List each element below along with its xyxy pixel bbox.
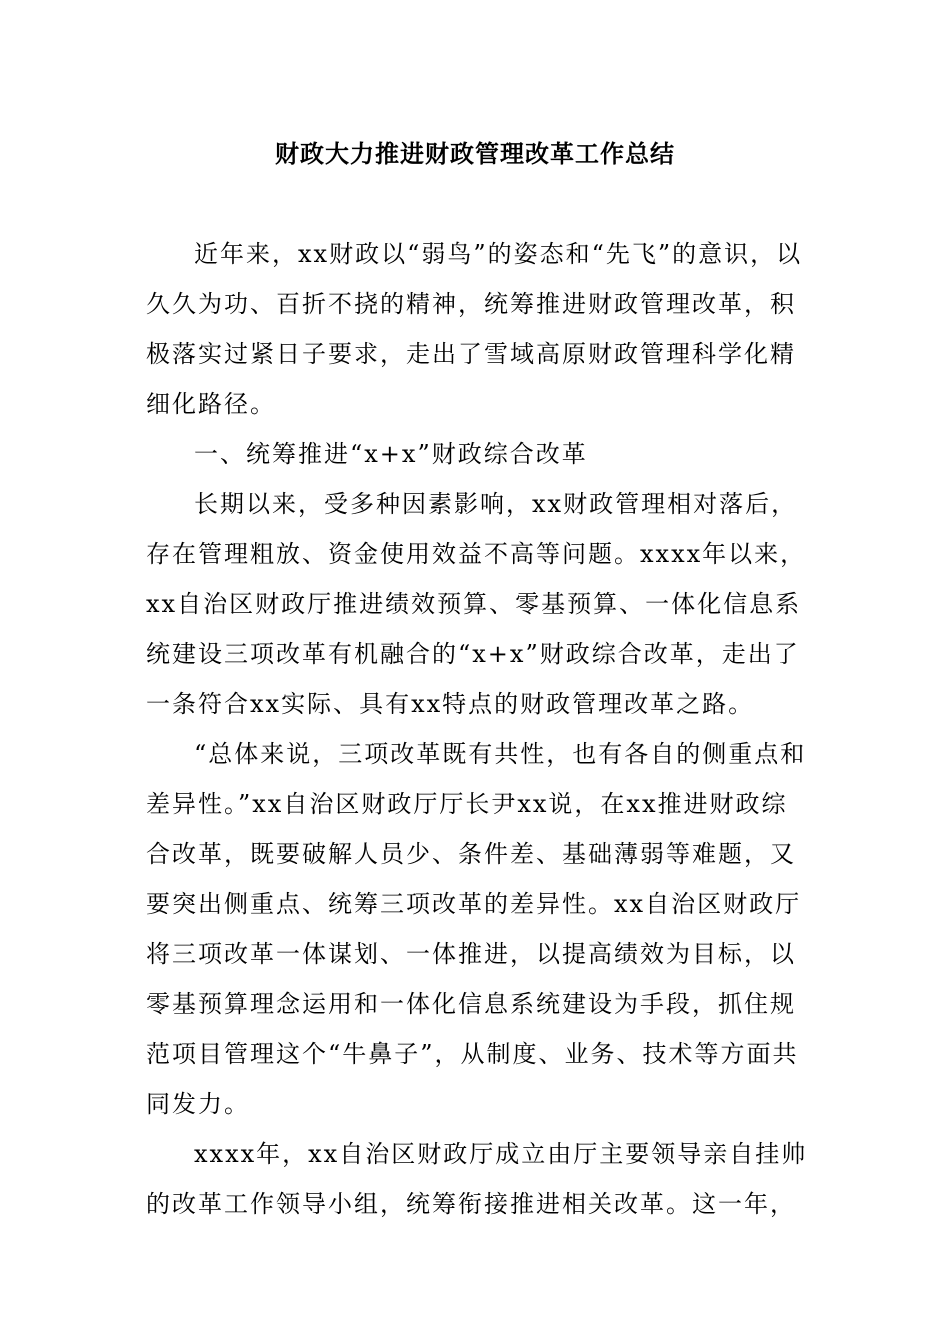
paragraph-quote: “总体来说，三项改革既有共性，也有各自的侧重点和差异性。”xx自治区财政厅厅长尹xx说，在xx推进财政综合改革，既要破解人员少、条件差、基础薄弱等难题，又要突出侧重点、统筹三项改革的差异性。xx自治区财政厅将三项改革一体谋划、一体推进，以提高绩效为目标，以零基预算理念运用和一体化信息系统建设为手段，抓住规范项目管理这个“牛鼻子”，从制度、业务、技术等方面共同发力。 (146, 740, 807, 1118)
document-body (146, 229, 808, 1229)
paragraph-intro: 近年来，xx财政以“弱鸟”的姿态和“先飞”的意识，以久久为功、百折不挠的精神，统筹推进财政管理改革，积极落实过紧日子要求，走出了雪域高原财政管理科学化精细化路径。 (146, 240, 803, 418)
paragraph-background: 长期以来，受多种因素影响，xx财政管理相对落后，存在管理粗放、资金使用效益不高等问题。xxxx年以来，xx自治区财政厅推进绩效预算、零基预算、一体化信息系统建设三项改革有机融合的“x+x”财政综合改革，走出了一条符合xx实际、具有xx特点的财政管理改革之路。 (146, 490, 807, 718)
document-title: 财政大力推进财政管理改革工作总结 (275, 140, 675, 168)
paragraph-leadership: xxxx年，xx自治区财政厅成立由厅主要领导亲自挂帅的改革工作领导小组，统筹衔接推进相关改革。这一年， (146, 1140, 808, 1218)
section-heading-1: 一、统筹推进“x+x”财政综合改革 (194, 440, 588, 468)
